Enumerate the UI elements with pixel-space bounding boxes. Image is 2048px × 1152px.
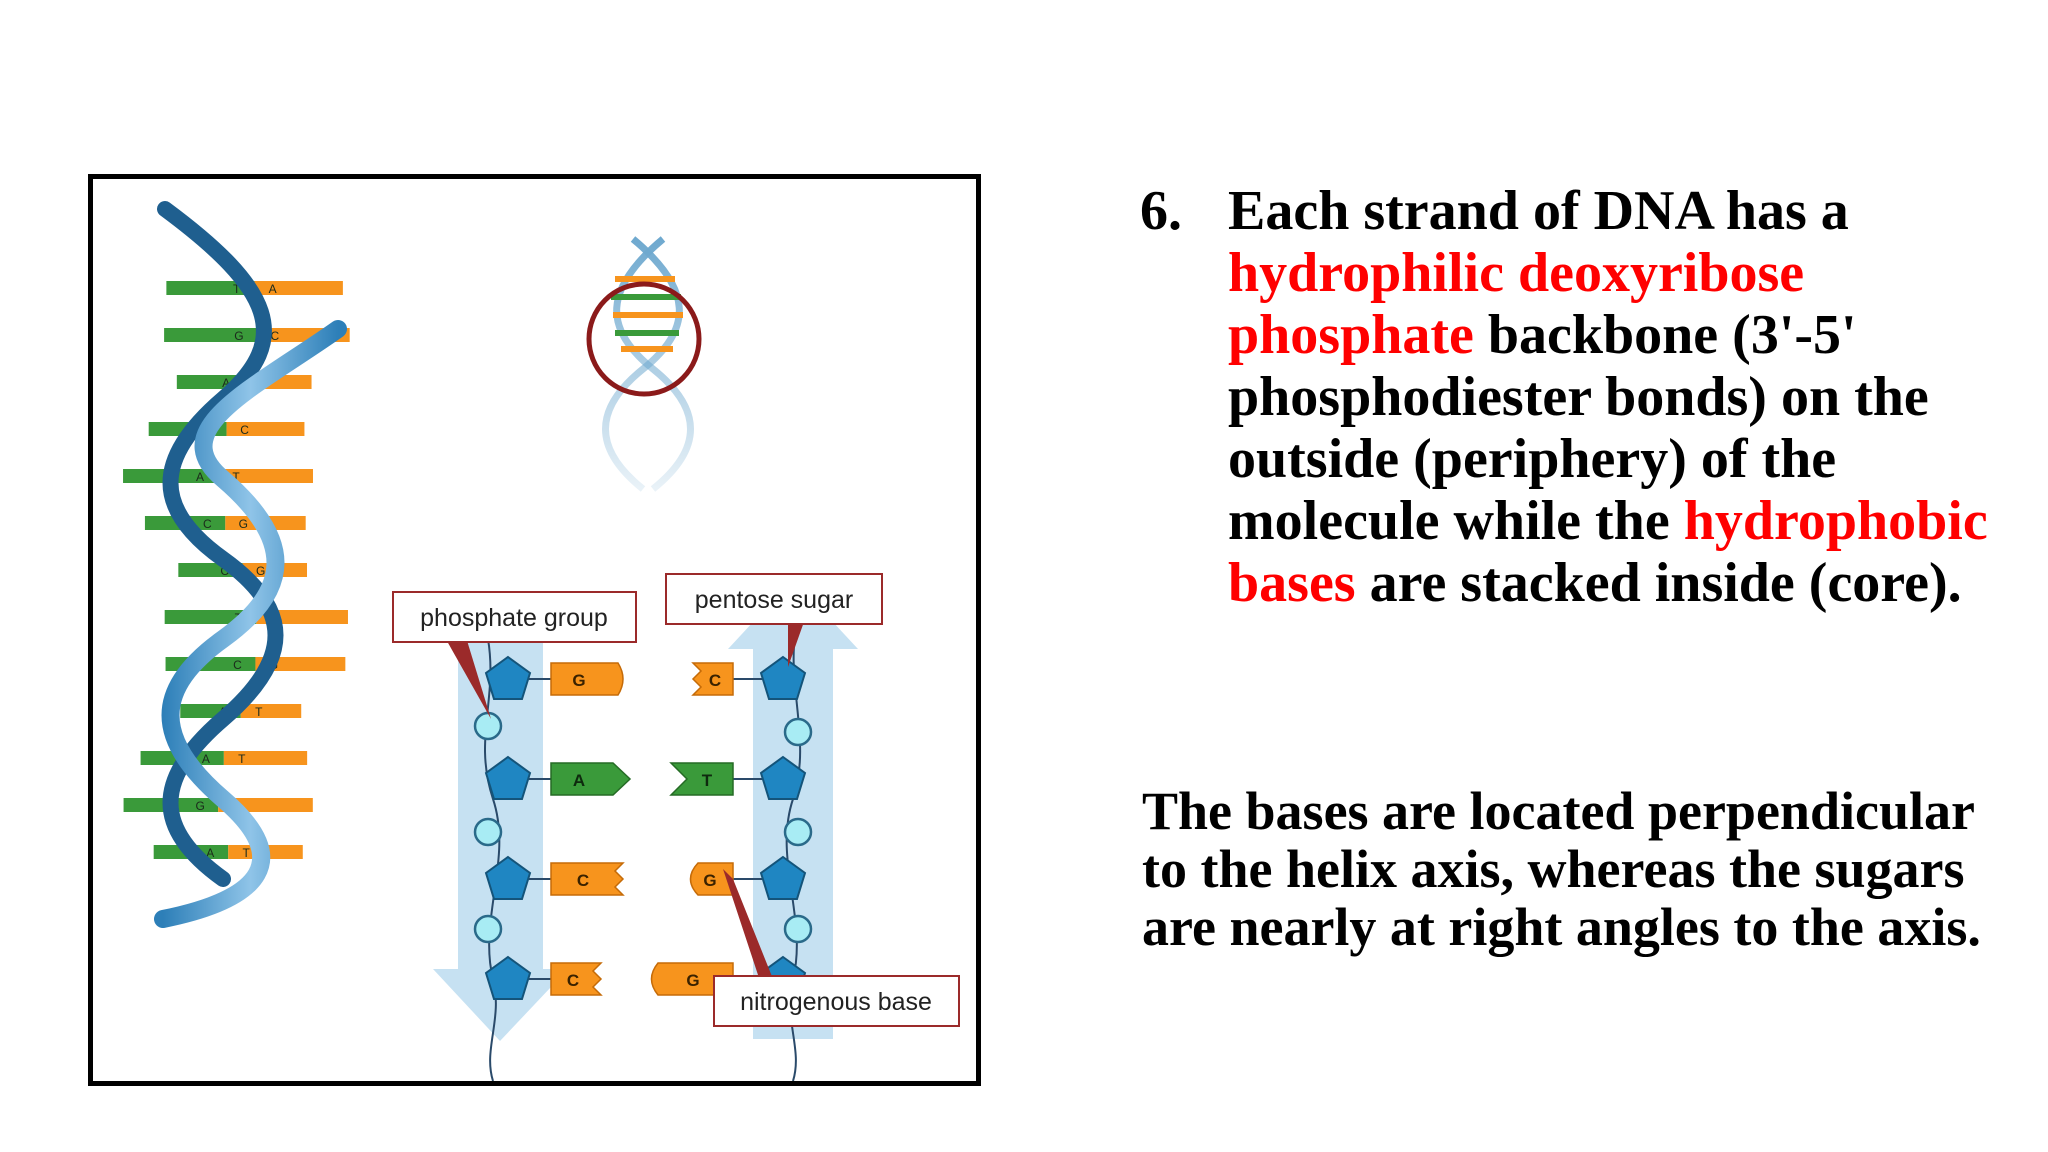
left-base-label-2: A [572, 771, 586, 790]
base-label-text: nitrogenous base [740, 988, 932, 1016]
phosphate-label-text: phosphate group [420, 604, 608, 632]
helix-rung-letter-10-1: A [218, 705, 227, 719]
left-base-2 [551, 763, 630, 795]
helix-rung-letter-13-2: T [242, 846, 250, 860]
helix-rung-letter-2-2: C [270, 329, 280, 343]
helix-rung-letter-6-1: C [202, 517, 212, 531]
label-pentose-sugar [666, 574, 882, 624]
right-base-label-1: C [708, 671, 722, 690]
right-base-label-4: G [686, 971, 700, 990]
helix-rung-letter-1-1: T [232, 282, 241, 296]
helix-rung-letter-9-2: G [268, 658, 279, 672]
helix-rung-letter-6-2: G [238, 517, 248, 531]
helix-rung-right-11 [224, 751, 307, 765]
right-bases [652, 663, 734, 995]
helix-strand-back [165, 209, 279, 879]
base-connectors [513, 679, 778, 979]
small-helix [589, 239, 699, 489]
left-base-label-1: G [572, 671, 586, 690]
right-base-label-3: G [703, 871, 717, 890]
helix-rung-letter-8-2: A [270, 611, 279, 625]
helix-rung-letter-7-1: C [220, 564, 230, 578]
left-bases [551, 663, 630, 995]
helix-rung-letter-9-1: C [233, 658, 242, 672]
helix-rung-letter-7-2: G [255, 564, 266, 578]
helix-rung-letter-3-1: A [222, 376, 231, 390]
helix-rung-letter-5-1: A [196, 470, 205, 484]
label-nitrogenous-base [714, 976, 959, 1026]
helix-rung-letter-4-2: C [240, 423, 249, 437]
helix-rung-letter-3-2: T [258, 376, 266, 390]
helix-rung-right-4 [227, 422, 305, 436]
note-paragraph: The bases are located perpendicular to the helix axis, whereas the sugars are nearly at right angles to the axis. [1142, 781, 1981, 957]
helix-rung-letter-12-1: G [195, 799, 205, 813]
helix-rung-letter-4-1: G [203, 423, 214, 437]
helix-rung-letter-12-2: C [231, 799, 241, 813]
dna-figure [88, 174, 981, 1086]
helix-rung-letter-1-2: A [268, 282, 277, 296]
helix-rung-letter-10-2: T [255, 705, 263, 719]
point-segment-2-highlight: hydrophilic deoxyribose phosphate [1228, 242, 1805, 366]
helix-rung-letter-13-1: A [206, 846, 215, 860]
point-segment-5: are stacked inside (core). [1355, 552, 1962, 614]
helix-rung-letter-11-1: A [201, 752, 210, 766]
left-base-label-4: C [566, 971, 580, 990]
point-segment-4-highlight: hydrophobic bases [1228, 490, 1988, 614]
helix-rung-letter-5-2: T [232, 470, 240, 484]
label-phosphate-group [393, 592, 636, 642]
point-number: 6. [1140, 180, 1182, 242]
point-segment-1: Each strand of DNA has a [1228, 180, 1849, 242]
point-segment-3: backbone (3'-5' phosphodiester bonds) on the outside (periphery) of the molecule while the [1228, 304, 1929, 552]
left-base-label-3: C [576, 871, 590, 890]
helix-rung-letter-8-1: T [234, 611, 242, 625]
helix-rung-letter-2-1: G [234, 329, 244, 343]
point-body [1228, 180, 2018, 614]
dna-diagram [93, 179, 976, 1081]
sugar-label-text: pentose sugar [694, 586, 854, 614]
left-base-1 [551, 663, 623, 695]
helix-rung-right-10 [241, 704, 301, 718]
helix-rung-letter-11-2: T [238, 752, 246, 766]
highlight-circle [589, 284, 699, 394]
right-base-label-2: T [701, 771, 713, 790]
